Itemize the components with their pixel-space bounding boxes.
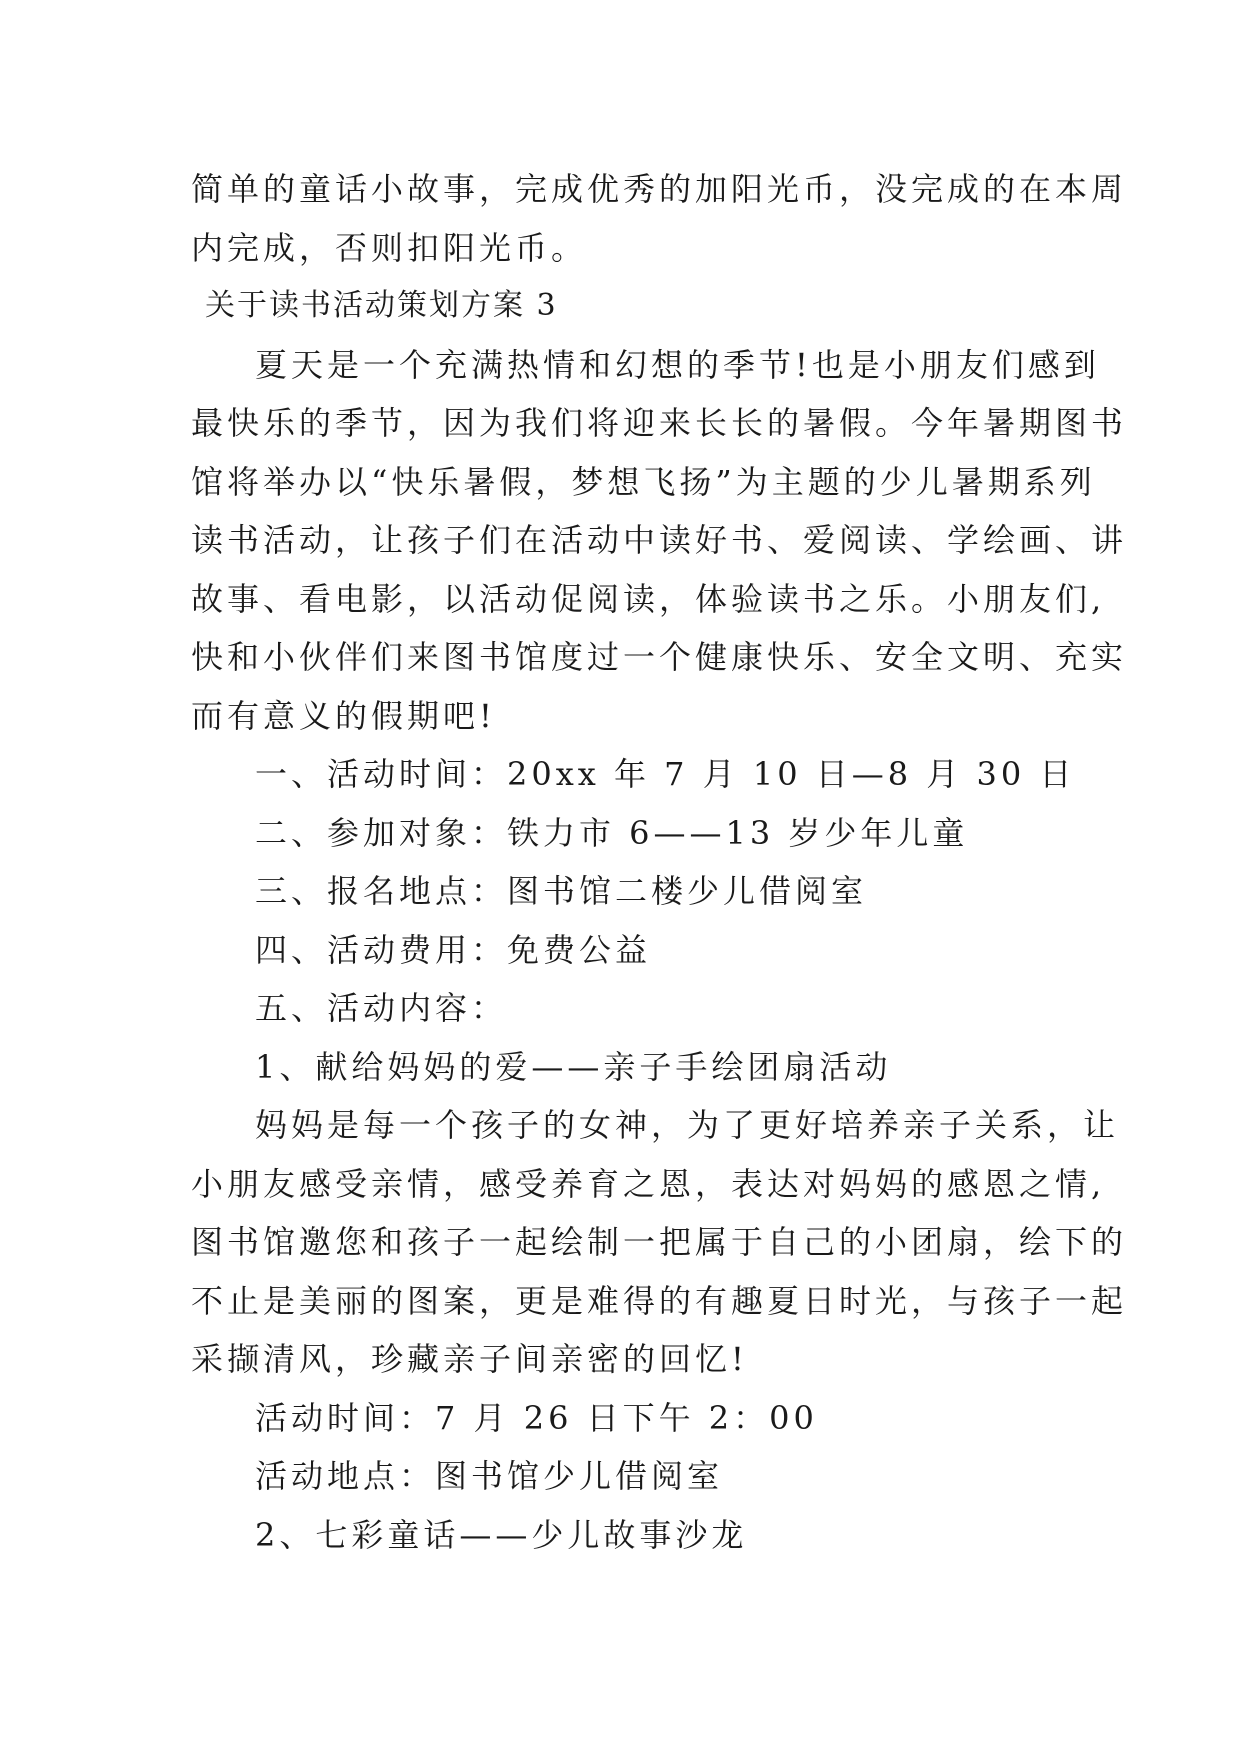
paragraph-line: 小朋友感受亲情，感受养育之恩，表达对妈妈的感恩之情, [191,1164,1106,1203]
paragraph-line: 妈妈是每一个孩子的女神，为了更好培养亲子关系，让 [255,1106,1120,1144]
subsection-title-1: 1、献给妈妈的爱——亲子手绘团扇活动 [255,1047,892,1086]
paragraph-line: 快和小伙伴们来图书馆度过一个健康快乐、安全文明、充实 [191,638,1128,676]
list-item-participants: 二、参加对象：铁力市 6——13 岁少年儿童 [255,813,969,852]
list-item-activity-fee: 四、活动费用：免费公益 [255,930,652,969]
paragraph-line: 读书活动，让孩子们在活动中读好书、爱阅读、学绘画、讲 [191,521,1128,559]
event-time: 活动时间：7 月 26 日下午 2：00 [255,1398,818,1437]
paragraph-line: 馆将举办以“快乐暑假，梦想飞扬”为主题的少儿暑期系列 [191,462,1096,501]
paragraph-line: 采撷清风，珍藏亲子间亲密的回忆! [191,1340,748,1378]
section-heading: 关于读书活动策划方案 3 [205,288,558,323]
paragraph-line: 内完成，否则扣阳光币。 [191,228,588,267]
paragraph-line: 夏天是一个充满热情和幻想的季节!也是小朋友们感到 [255,345,1100,384]
event-location: 活动地点：图书馆少儿借阅室 [255,1457,724,1495]
list-item-registration-location: 三、报名地点：图书馆二楼少儿借阅室 [255,872,868,910]
paragraph-line: 简单的童话小故事，完成优秀的加阳光币，没完成的在本周 [191,170,1128,208]
document-body [191,160,1128,1564]
paragraph-line: 图书馆邀您和孩子一起绘制一把属于自己的小团扇，绘下的 [191,1223,1128,1261]
subsection-title-2: 2、七彩童话——少儿故事沙龙 [255,1515,748,1554]
paragraph-line: 而有意义的假期吧! [191,696,496,735]
paragraph-line: 故事、看电影，以活动促阅读，体验读书之乐。小朋友们, [191,579,1106,618]
list-item-activity-content: 五、活动内容： [255,989,508,1027]
list-item-activity-time: 一、活动时间：20xx 年 7 月 10 日—8 月 30 日 [255,755,1076,793]
paragraph-line: 最快乐的季节，因为我们将迎来长长的暑假。今年暑期图书 [191,404,1128,442]
paragraph-line: 不止是美丽的图案，更是难得的有趣夏日时光，与孩子一起 [191,1281,1128,1320]
